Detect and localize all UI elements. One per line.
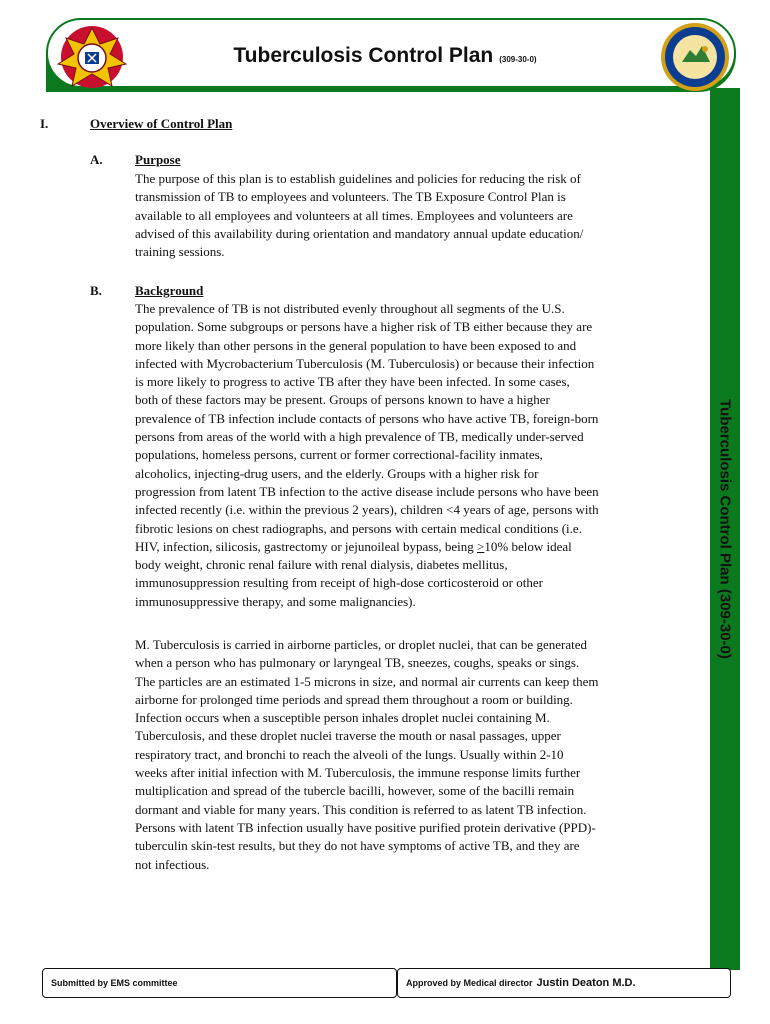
submitted-by-text: Submitted by EMS committee: [51, 978, 178, 988]
submitted-by-box: [42, 968, 397, 998]
section-title: Overview of Control Plan: [90, 116, 233, 131]
greater-equal-symbol: >: [477, 538, 485, 554]
section-number: I.: [40, 116, 49, 131]
background-paragraph-1: [135, 300, 680, 611]
background-paragraph-1-part1: The prevalence of TB is not distributed evenly throughout all segments of the U.S. population. Some subgroups or persons have a higher risk of TB either because they are more likely than other persons in the general population to have been exposed to and infected with Mycrobacterium Tuberculosis (M. Tuberculosis) or because their infection is more likely to progress to active TB after they have been infected. In some cases, both of these factors may be present. Groups of persons known to have a higher prevalence of TB infection include contacts of persons who have active TB, foreign-born persons from areas of the world with a high prevalence of TB, medically under-served populations, homeless persons, current or former correctional-facility inmates, alcoholics, injecting-drug users, and the elderly. Groups with a higher risk for progression from latent TB infection to the active disease include persons who have been infected recently (i.e. within the previous 2 years), children <4 years of age, persons with fibrotic lesions on chest radiographs, and persons with certain medical conditions (i.e. HIV, infection, silicosis, gastrectomy or jejunoileal bypass, being: [135, 301, 599, 554]
approver-name: Justin Deaton M.D.: [536, 977, 636, 989]
subsection-a-letter: A.: [90, 152, 103, 167]
side-bar-label: Tuberculosis Control Plan (309-30-0): [716, 399, 734, 659]
approved-by-label: Approved by Medical director: [406, 978, 533, 988]
purpose-paragraph: The purpose of this plan is to establish guidelines and policies for reducing the risk of transmission of TB to employees and volunteers. The TB Exposure Control Plan is available to all employees and volunteers at all times. Employees and volunteers are advised of this availability during orientation and mandatory annual update education/ training sessions.: [135, 171, 584, 260]
plan-code: (309-30-0): [499, 55, 537, 64]
subsection-b-title: Background: [135, 283, 204, 298]
background-paragraph-2: M. Tuberculosis is carried in airborne particles, or droplet nuclei, that can be generated when a person who has pulmonary or laryngeal TB, sneezes, coughs, speaks or sings. The particles are an estimated 1-5 microns in size, and normal air currents can keep them airborne for prolonged time periods and spread them throughout a room or building. Infection occurs when a susceptible person inhales droplet nuclei containing M. Tuberculosis, and these droplet nuclei traverse the mouth or nasal passages, upper respiratory tract, and bronchi to reach the alveoli of the lungs. Usually within 2-10 weeks after initial infection with M. Tuberculosis, the immune response limits further multiplication and spread of the tubercle bacilli, however, some of the bacilli remain dormant and viable for many years. This condition is referred to as latent TB infection. Persons with latent TB infection usually have positive purified protein derivative (PPD)- tuberculin skin-test results, but they do not have symptoms of active TB, and they are not infectious.: [135, 637, 599, 872]
page-title-text: Tuberculosis Control Plan: [233, 44, 494, 67]
page-title: [0, 44, 770, 68]
approved-by-box: [397, 968, 731, 998]
background-paragraph-1-part2: 10% below ideal body weight, chronic renal failure with renal dialysis, diabetes mellitus, immunosuppression resulting from receipt of high-dose corticosteroid or other immunosuppressive therapy, and some malignancies).: [135, 538, 572, 609]
subsection-a-title: Purpose: [135, 152, 181, 167]
subsection-b-letter: B.: [90, 283, 102, 298]
